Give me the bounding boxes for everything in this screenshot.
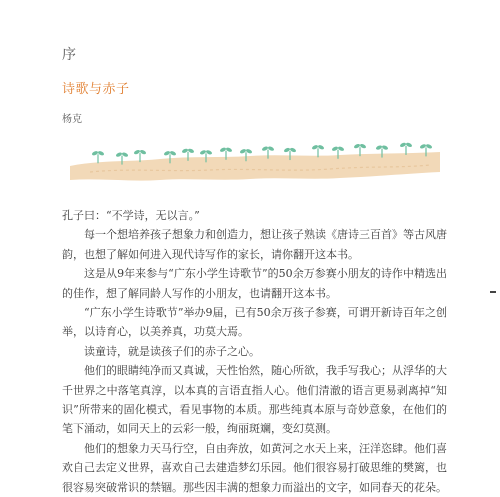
author-name: 杨克 xyxy=(62,114,82,125)
sprout-banner-illustration xyxy=(70,132,440,184)
paragraph: 每一个想培养孩子想象力和创造力，想让孩子熟读《唐诗三百首》等古风唐韵，也想了解如何进入现代诗写作的家长，请你翻开这本书。 xyxy=(62,228,447,261)
paragraph: “广东小学生诗歌节”举办9届，已有50余万孩子参赛，可谓开新诗百年之创举，以诗育心，以美养真，功莫大焉。 xyxy=(62,306,447,339)
page-edge-marker xyxy=(490,291,496,293)
sprout-icon xyxy=(311,144,324,157)
sprout-icon xyxy=(399,142,412,155)
paragraph: 读童诗，就是读孩子们的赤子之心。 xyxy=(84,344,260,358)
chapter-title: 诗歌与赤子 xyxy=(62,82,130,97)
paragraph: 他们的想象力天马行空，自由奔放，如黄河之水天上来，汪洋恣肆。他们喜欢自己去定义世界，喜欢自己去建造梦幻乐园。他们很容易打破思维的樊篱，也很容易突破常识的禁锢。那些因丰满的想象力而溢出的文字，如同春天的花朵。 xyxy=(62,441,447,494)
section-label: 序 xyxy=(62,47,76,63)
sprout-icon xyxy=(91,150,104,163)
preface-body xyxy=(62,206,447,497)
paragraph: 他们的眼睛纯净而又真诚，天性怡然，随心所欲，我手写我心；从浮华的大千世界之中落笔真淳，以本真的言语直指人心。他们清澈的语言更易剥离掉“知识”所带来的固化模式，看见事物的本质。那些纯真本原与奇妙意象，在他们的笔下涌动，如同天上的云彩一般，绚丽斑斓，变幻莫测。 xyxy=(62,364,447,436)
sprout-icon xyxy=(133,149,146,162)
paragraph-quote: 孔子曰：“不学诗，无以言。” xyxy=(62,209,200,222)
paragraph: 这是从9年来参与“广东小学生诗歌节”的50余万参赛小朋友的诗作中精选出的佳作，想了解同龄人写作的小朋友，也请翻开这本书。 xyxy=(62,267,447,300)
